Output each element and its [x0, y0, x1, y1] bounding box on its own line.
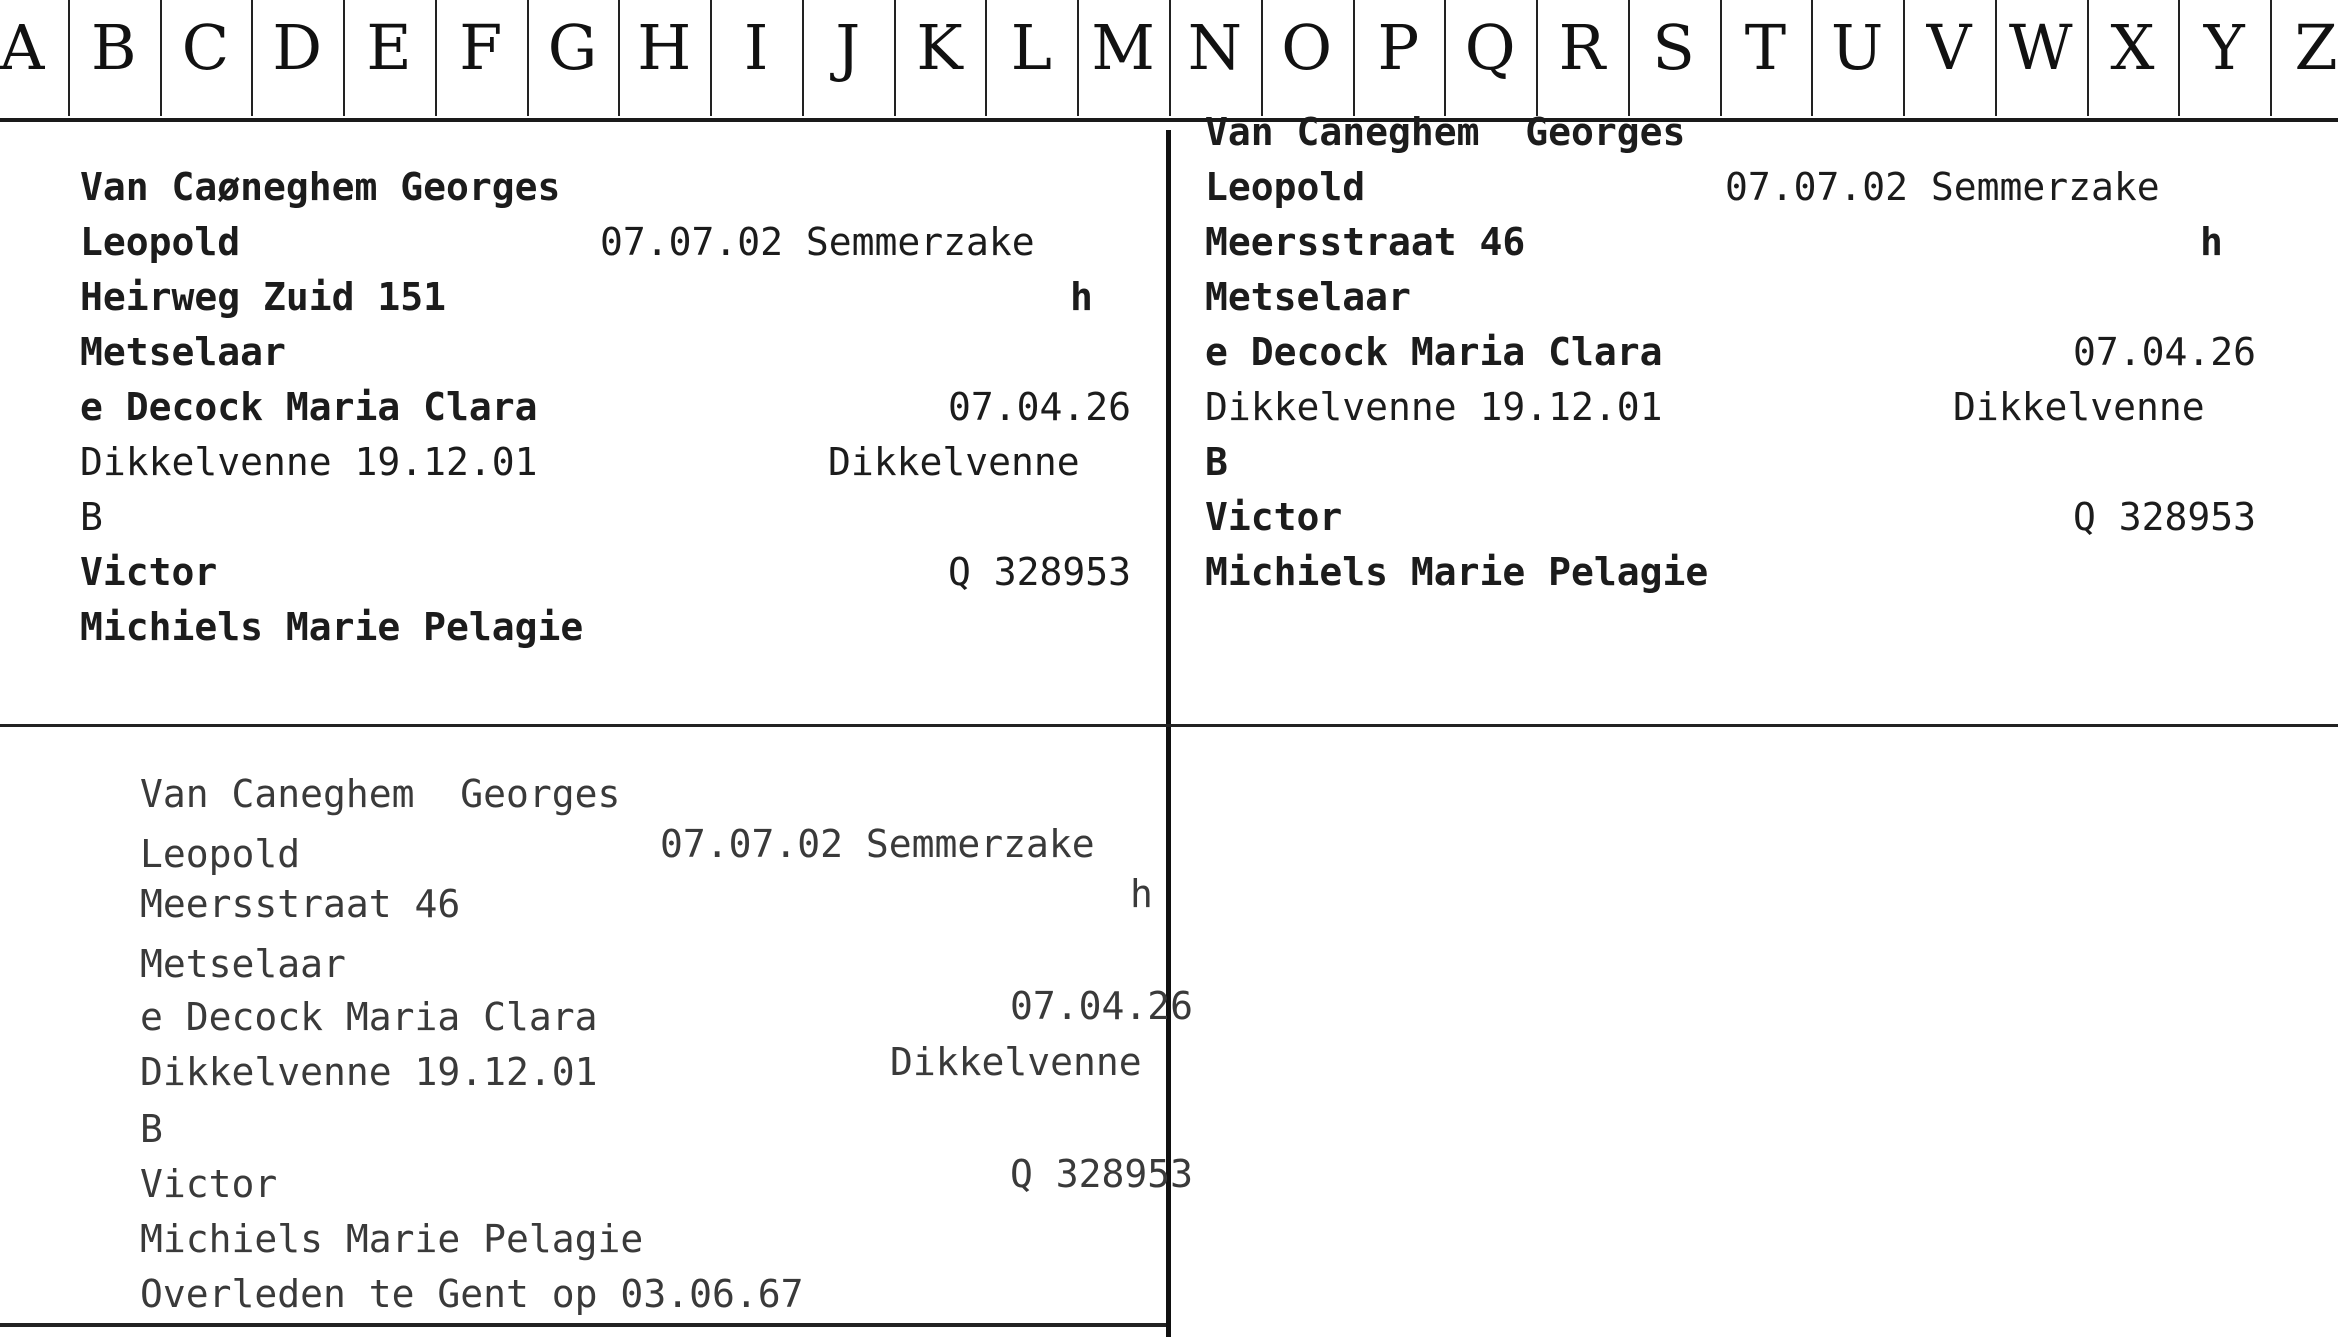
alphabet-separator — [894, 0, 896, 116]
alphabet-letter-p: P — [1377, 11, 1420, 84]
alphabet-separator — [527, 0, 529, 116]
alphabet-separator — [985, 0, 987, 116]
card-spouse: e Decock Maria Clara — [80, 385, 538, 429]
card-marriage-date: 07.04.26 — [1010, 984, 1194, 1028]
alphabet-separator — [1444, 0, 1446, 116]
card-second-name: Leopold — [1205, 165, 1366, 209]
card-birth: 07.07.02 Semmerzake — [660, 822, 1095, 866]
alphabet-letter-l: L — [1010, 11, 1052, 84]
card-name: Van Caneghem Georges — [1205, 110, 1686, 154]
alphabet-separator — [710, 0, 712, 116]
alphabet-index — [0, 0, 2338, 120]
alphabet-separator — [68, 0, 70, 116]
alphabet-separator — [2178, 0, 2180, 116]
alphabet-separator — [435, 0, 437, 116]
row-divider — [0, 724, 2338, 727]
card-spouse: e Decock Maria Clara — [1205, 330, 1663, 374]
alphabet-separator — [1903, 0, 1905, 116]
card-mother: Michiels Marie Pelagie — [140, 1217, 644, 1261]
card-sex: h — [1070, 275, 1093, 319]
alphabet-letter-b: B — [90, 11, 137, 84]
card-name: Van Caneghem Georges — [140, 772, 621, 816]
alphabet-separator — [1995, 0, 1997, 116]
alphabet-separator — [802, 0, 804, 116]
card-sex: h — [1130, 872, 1153, 916]
card-spouse-birth-place: Dikkelvenne — [1953, 385, 2205, 429]
alphabet-separator — [160, 0, 162, 116]
alphabet-letter-z: Z — [2294, 11, 2338, 84]
card-address: Meersstraat 46 — [1205, 220, 1526, 264]
alphabet-separator — [2270, 0, 2272, 116]
alphabet-separator — [1077, 0, 1079, 116]
alphabet-separator — [1353, 0, 1355, 116]
alphabet-separator — [1628, 0, 1630, 116]
alphabet-letter-w: W — [2008, 11, 2073, 84]
alphabet-separator — [1811, 0, 1813, 116]
card-mother: Michiels Marie Pelagie — [1205, 550, 1709, 594]
alphabet-separator — [2087, 0, 2089, 116]
alphabet-letter-c: C — [181, 11, 230, 84]
alphabet-letter-g: G — [547, 11, 598, 84]
card-spouse-birth: Dikkelvenne 19.12.01 — [140, 1050, 598, 1094]
card-status: B — [140, 1107, 163, 1151]
alphabet-separator — [618, 0, 620, 116]
alphabet-letter-v: V — [1926, 11, 1972, 84]
alphabet-letter-a: A — [0, 11, 45, 84]
card-occupation: Metselaar — [1205, 275, 1411, 319]
record-card-3 — [140, 772, 1194, 1322]
card-spouse-birth: Dikkelvenne 19.12.01 — [80, 440, 538, 484]
bottom-rule — [0, 1323, 1166, 1327]
card-spouse-birth: Dikkelvenne 19.12.01 — [1205, 385, 1663, 429]
record-card-2 — [1205, 110, 2325, 610]
alphabet-letter-o: O — [1281, 11, 1333, 84]
card-father: Victor — [1205, 495, 1343, 539]
card-sex: h — [2200, 220, 2223, 264]
alphabet-letter-m: M — [1091, 11, 1155, 84]
alphabet-separator — [1536, 0, 1538, 116]
card-id-number: Q 328953 — [2073, 495, 2257, 539]
alphabet-letter-f: F — [459, 11, 503, 84]
alphabet-letter-k: K — [916, 11, 963, 84]
card-marriage-date: 07.04.26 — [2073, 330, 2257, 374]
alphabet-letter-r: R — [1558, 11, 1606, 84]
alphabet-letter-y: Y — [2203, 11, 2245, 84]
alphabet-separator — [343, 0, 345, 116]
card-spouse: e Decock Maria Clara — [140, 995, 598, 1039]
card-spouse-birth-place: Dikkelvenne — [828, 440, 1080, 484]
alphabet-separator — [1720, 0, 1722, 116]
card-id-number: Q 328953 — [948, 550, 1132, 594]
card-father: Victor — [80, 550, 218, 594]
alphabet-letter-x: X — [2110, 11, 2155, 84]
alphabet-letter-d: D — [272, 11, 323, 84]
alphabet-letter-h: H — [637, 11, 692, 84]
card-occupation: Metselaar — [140, 942, 346, 986]
card-mother: Michiels Marie Pelagie — [80, 605, 584, 649]
alphabet-separator — [251, 0, 253, 116]
alphabet-letter-j: J — [835, 11, 861, 84]
card-id-number: Q 328953 — [1010, 1152, 1194, 1196]
alphabet-letter-t: T — [1744, 11, 1787, 84]
card-father: Victor — [140, 1162, 278, 1206]
alphabet-letter-n: N — [1187, 11, 1242, 84]
record-card-1 — [80, 165, 1160, 685]
card-address: Meersstraat 46 — [140, 882, 461, 926]
alphabet-letter-q: Q — [1464, 11, 1516, 84]
alphabet-separator — [1169, 0, 1171, 116]
card-birth: 07.07.02 Semmerzake — [600, 220, 1035, 264]
card-status: B — [80, 495, 103, 539]
alphabet-letter-u: U — [1831, 11, 1884, 84]
card-name: Van Caøneghem Georges — [80, 165, 561, 209]
card-second-name: Leopold — [80, 220, 241, 264]
card-death-note: Overleden te Gent op 03.06.67 — [140, 1272, 804, 1316]
alphabet-letter-s: S — [1652, 11, 1695, 84]
alphabet-letter-i: I — [743, 11, 769, 84]
card-address: Heirweg Zuid 151 — [80, 275, 447, 319]
card-marriage-date: 07.04.26 — [948, 385, 1132, 429]
card-birth: 07.07.02 Semmerzake — [1725, 165, 2160, 209]
card-spouse-birth-place: Dikkelvenne — [890, 1040, 1142, 1084]
alphabet-separator — [1261, 0, 1263, 116]
card-status: B — [1205, 440, 1228, 484]
alphabet-letter-e: E — [366, 11, 412, 84]
card-occupation: Metselaar — [80, 330, 286, 374]
card-second-name: Leopold — [140, 832, 301, 876]
